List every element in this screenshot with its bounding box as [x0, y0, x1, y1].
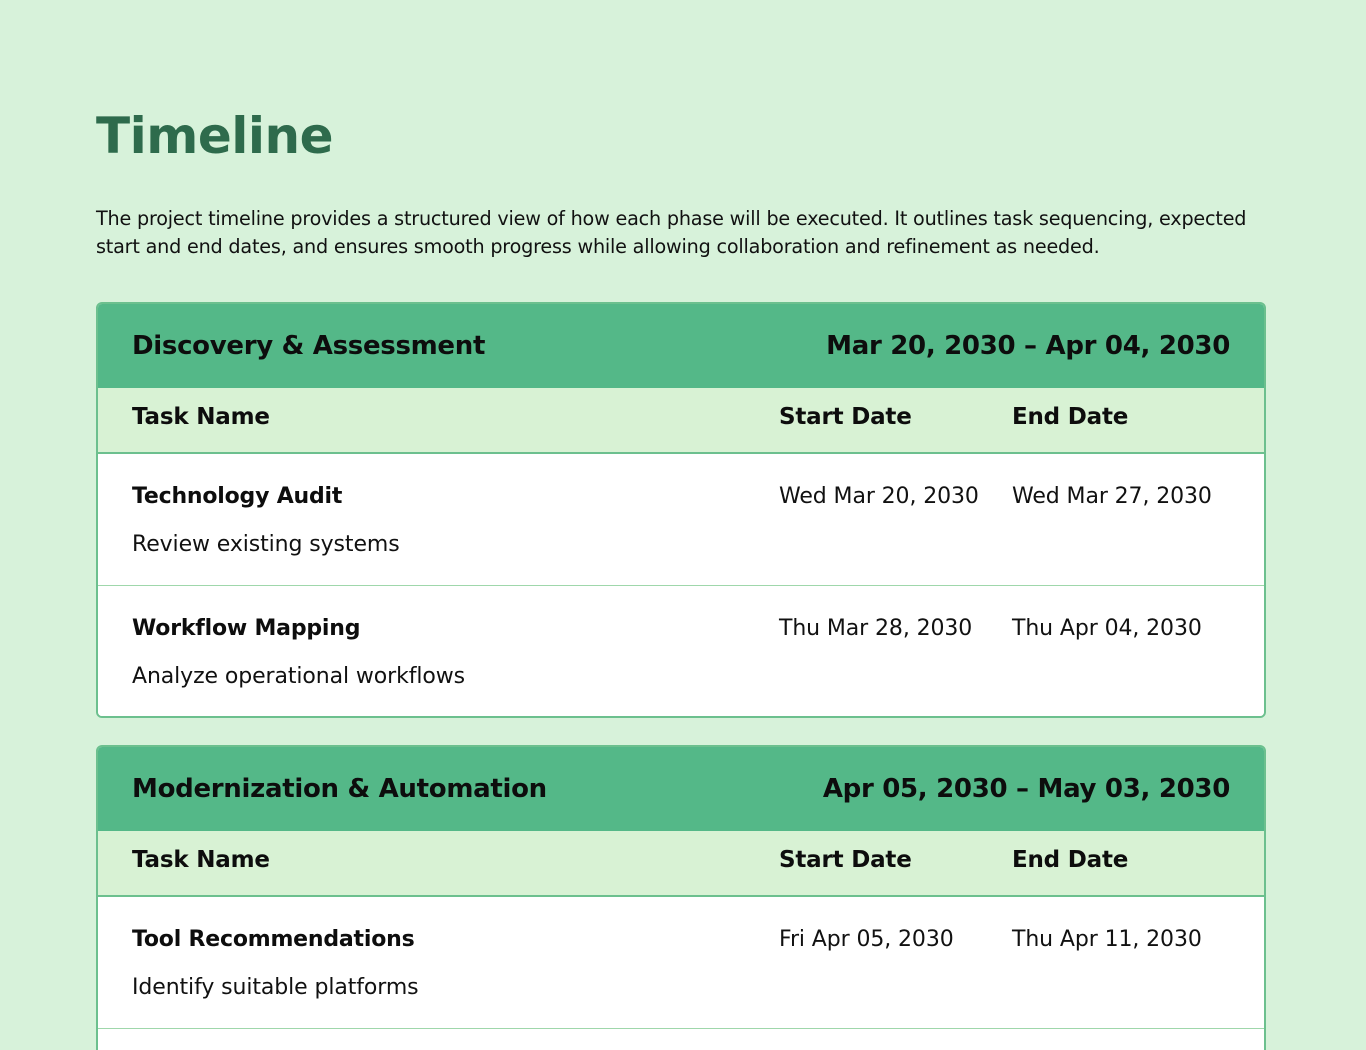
phase-header — [98, 304, 1264, 388]
task-name: Workflow Mapping — [132, 616, 361, 641]
task-end-date: Thu Apr 04, 2030 — [1012, 616, 1202, 641]
column-header-start-date: Start Date — [779, 847, 912, 873]
phase-name: Discovery & Assessment — [132, 331, 486, 361]
phase-name: Modernization & Automation — [132, 774, 547, 804]
column-header-row — [98, 831, 1264, 897]
column-header-end-date: End Date — [1012, 847, 1129, 873]
task-end-date: Thu Apr 11, 2030 — [1012, 927, 1202, 952]
page-title: Timeline — [96, 107, 334, 165]
column-header-start-date: Start Date — [779, 404, 912, 430]
task-start-date: Wed Mar 20, 2030 — [779, 484, 979, 509]
task-start-date: Fri Apr 05, 2030 — [779, 927, 954, 952]
column-header-row — [98, 388, 1264, 454]
task-end-date: Wed Mar 27, 2030 — [1012, 484, 1212, 509]
intro-paragraph: The project timeline provides a structured view of how each phase will be executed. It outlines task sequencing, expected start and end dates, and ensures smooth progress while allowing collaboration and refinement as needed. — [96, 207, 1247, 258]
task-row — [98, 897, 1264, 1029]
task-start-date: Thu Mar 28, 2030 — [779, 616, 973, 641]
task-name: Technology Audit — [132, 484, 343, 509]
phase-date-range: Mar 20, 2030 – Apr 04, 2030 — [826, 331, 1230, 361]
task-name: Tool Recommendations — [132, 927, 415, 952]
task-description: Identify suitable platforms — [132, 975, 419, 1000]
task-description: Analyze operational workflows — [132, 664, 466, 689]
phase-date-range: Apr 05, 2030 – May 03, 2030 — [822, 774, 1230, 804]
column-header-task-name: Task Name — [132, 404, 270, 430]
phase-header — [98, 747, 1264, 831]
task-row — [98, 586, 1264, 718]
task-row — [98, 454, 1264, 586]
column-header-end-date: End Date — [1012, 404, 1129, 430]
phase-card-discovery — [96, 302, 1266, 718]
task-description: Review existing systems — [132, 532, 400, 557]
phase-card-modernization — [96, 745, 1266, 1050]
column-header-task-name: Task Name — [132, 847, 270, 873]
